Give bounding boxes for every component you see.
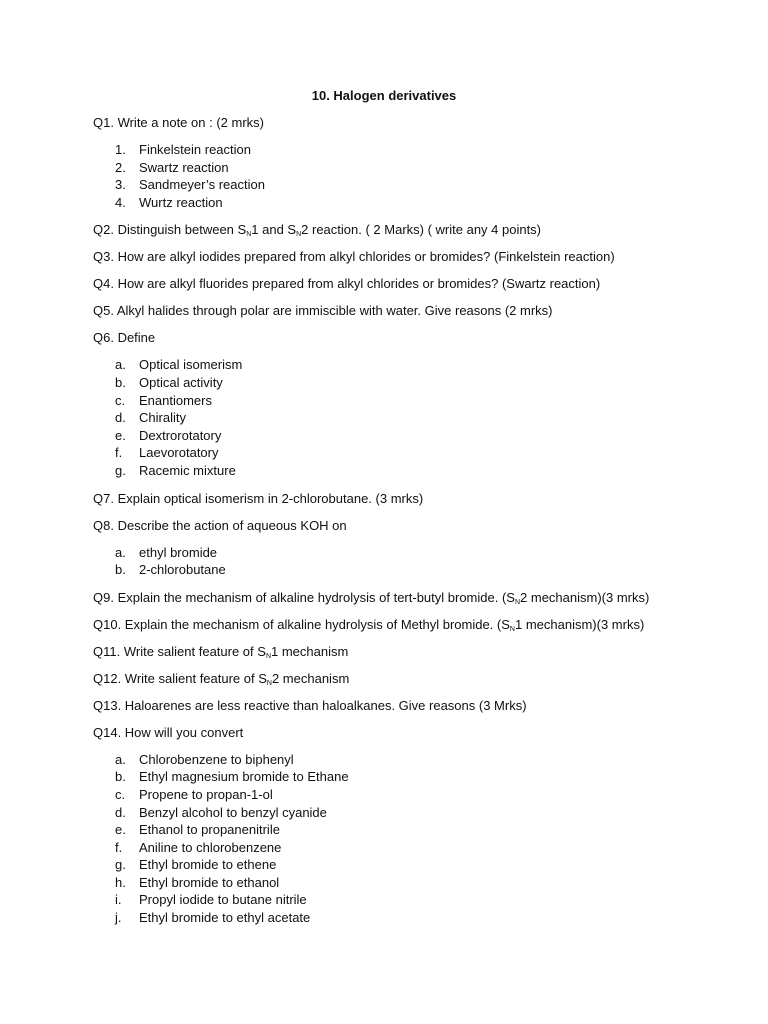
- list-item: [93, 909, 693, 927]
- subscript-n: N: [265, 652, 271, 660]
- list-item: [93, 141, 693, 159]
- list-marker: b.: [115, 769, 126, 785]
- question-8-items: [93, 544, 693, 579]
- list-item-text: Dextrorotatory: [139, 427, 222, 443]
- list-item: [93, 159, 693, 177]
- list-marker: e.: [115, 427, 126, 443]
- question-12-text-a: Q12. Write salient feature of S: [93, 670, 267, 686]
- list-item-text: Ethanol to propanenitrile: [139, 822, 280, 838]
- list-item: [93, 786, 693, 804]
- question-12: [93, 670, 693, 687]
- list-item: [93, 356, 693, 374]
- list-item-text: ethyl bromide: [139, 544, 218, 560]
- list-marker: h.: [115, 874, 126, 890]
- list-item-text: Ethyl bromide to ethyl acetate: [139, 910, 311, 926]
- list-item-text: Chirality: [139, 410, 186, 426]
- question-2: [93, 221, 693, 238]
- question-10-text-b: 1 mechanism)(3 mrks): [514, 616, 645, 632]
- list-item: [93, 561, 693, 579]
- question-9: [93, 589, 693, 606]
- list-item-text: Optical isomerism: [139, 357, 243, 373]
- list-marker: f.: [115, 445, 123, 461]
- list-marker: e.: [115, 822, 126, 838]
- list-item-text: Chlorobenzene to biphenyl: [139, 751, 294, 767]
- list-marker: a.: [115, 544, 126, 560]
- question-14-items: [93, 751, 693, 927]
- list-marker: 1.: [115, 142, 126, 157]
- list-item: [93, 839, 693, 857]
- list-item-text: Finkelstein reaction: [139, 142, 251, 157]
- question-7: Q7. Explain optical isomerism in 2-chlorobutane. (3 mrks): [93, 490, 424, 506]
- list-item: [93, 891, 693, 909]
- question-9-text-b: 2 mechanism)(3 mrks): [520, 589, 650, 605]
- list-marker: d.: [115, 410, 126, 426]
- list-item: [93, 751, 693, 769]
- question-14: Q14. How will you convert: [93, 724, 244, 740]
- subscript-n: N: [509, 625, 515, 633]
- question-5: Q5. Alkyl halides through polar are immiscible with water. Give reasons (2 mrks): [93, 303, 553, 319]
- list-item-text: Benzyl alcohol to benzyl cyanide: [139, 804, 327, 820]
- list-item-text: Wurtz reaction: [139, 194, 223, 210]
- list-item-text: Swartz reaction: [139, 159, 229, 175]
- question-11-text-a: Q11. Write salient feature of S: [93, 643, 266, 659]
- question-list: [93, 114, 693, 937]
- subscript-n: N: [246, 231, 252, 239]
- list-item: [93, 874, 693, 892]
- list-marker: d.: [115, 804, 126, 820]
- list-item: [93, 194, 693, 212]
- question-4: Q4. How are alkyl fluorides prepared from alkyl chlorides or bromides? (Swartz reaction): [93, 276, 601, 292]
- list-marker: a.: [115, 751, 126, 767]
- question-9-text-a: Q9. Explain the mechanism of alkaline hydrolysis of tert-butyl bromide. (S: [93, 589, 515, 605]
- question-1: Q1. Write a note on : (2 mrks): [93, 115, 264, 130]
- list-marker: 4.: [115, 194, 126, 210]
- list-item-text: Enantiomers: [139, 392, 212, 408]
- list-item-text: Racemic mixture: [139, 462, 236, 478]
- subscript-n: N: [266, 679, 272, 687]
- subscript-n: N: [296, 231, 302, 239]
- list-marker: b.: [115, 374, 126, 390]
- list-marker: 2.: [115, 159, 126, 175]
- list-item: [93, 768, 693, 786]
- list-item-text: Aniline to chlorobenzene: [139, 839, 282, 855]
- list-item-text: Laevorotatory: [139, 445, 219, 461]
- list-marker: c.: [115, 786, 126, 802]
- list-marker: i.: [115, 892, 122, 908]
- question-12-text-b: 2 mechanism: [271, 670, 350, 686]
- question-13: Q13. Haloarenes are less reactive than haloalkanes. Give reasons (3 Mrks): [93, 697, 527, 713]
- list-item-text: Propyl iodide to butane nitrile: [139, 892, 307, 908]
- question-2-text-b: 1 and S: [251, 222, 297, 238]
- list-item-text: 2-chlorobutane: [139, 562, 226, 578]
- question-6: Q6. Define: [93, 330, 156, 346]
- list-item: [93, 462, 693, 480]
- list-item-text: Ethyl bromide to ethene: [139, 857, 277, 873]
- question-11-text-b: 1 mechanism: [271, 643, 349, 659]
- list-item: [93, 427, 693, 445]
- question-1-items: [93, 141, 693, 211]
- list-item-text: Ethyl magnesium bromide to Ethane: [139, 769, 349, 785]
- list-marker: j.: [115, 910, 122, 926]
- list-item: [93, 856, 693, 874]
- list-item: [93, 444, 693, 462]
- list-item: [93, 374, 693, 392]
- list-item: [93, 409, 693, 427]
- subscript-n: N: [514, 598, 521, 606]
- list-marker: a.: [115, 357, 126, 373]
- question-8: Q8. Describe the action of aqueous KOH on: [93, 517, 347, 533]
- question-10-text-a: Q10. Explain the mechanism of alkaline hydrolysis of Methyl bromide. (S: [93, 616, 510, 632]
- question-3: Q3. How are alkyl iodides prepared from alkyl chlorides or bromides? (Finkelstein reaction): [93, 249, 615, 265]
- list-item: [93, 176, 693, 194]
- list-marker: 3.: [115, 177, 126, 193]
- list-item-text: Sandmeyer’s reaction: [139, 177, 265, 193]
- list-marker: g.: [115, 462, 126, 478]
- list-item: [93, 804, 693, 822]
- question-10: [93, 616, 693, 633]
- list-item: [93, 544, 693, 562]
- list-marker: b.: [115, 562, 126, 578]
- document-title: 10. Halogen derivatives: [311, 88, 457, 103]
- question-6-items: [93, 356, 693, 479]
- list-item-text: Ethyl bromide to ethanol: [139, 874, 280, 890]
- list-item: [93, 821, 693, 839]
- question-11: [93, 643, 693, 660]
- question-2-text-c: 2 reaction. ( 2 Marks) ( write any 4 points): [301, 222, 542, 238]
- list-marker: c.: [115, 392, 126, 408]
- question-2-text-a: Q2. Distinguish between S: [93, 222, 247, 238]
- list-item-text: Propene to propan-1-ol: [139, 786, 273, 802]
- list-marker: f.: [115, 839, 123, 855]
- list-item-text: Optical activity: [139, 374, 223, 390]
- list-marker: g.: [115, 857, 126, 873]
- list-item: [93, 392, 693, 410]
